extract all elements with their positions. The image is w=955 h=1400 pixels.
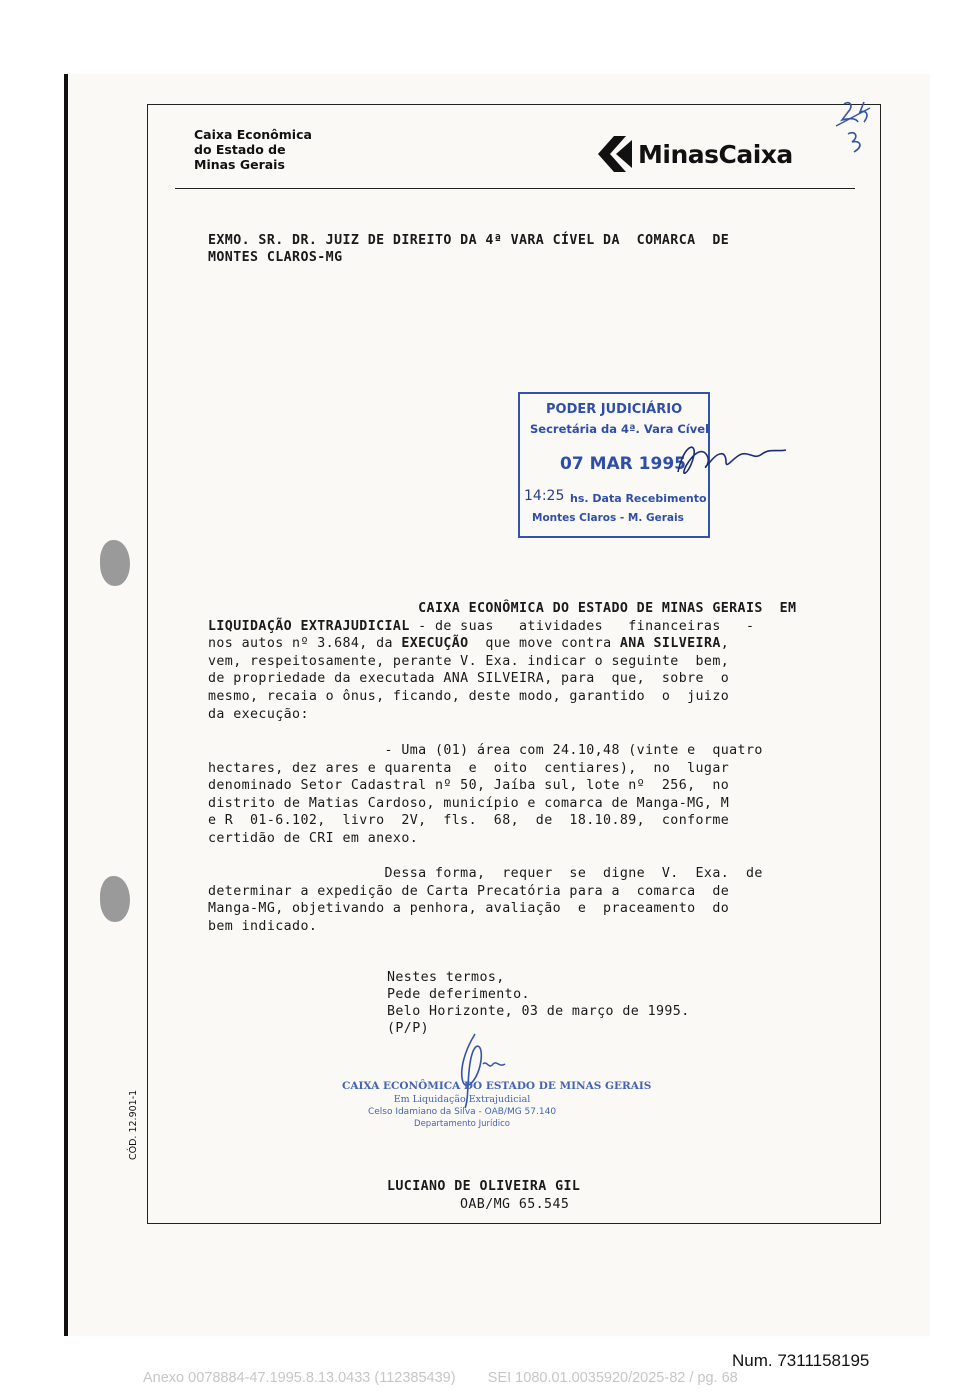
signatory-name: LUCIANO DE OLIVEIRA GIL (387, 1179, 581, 1194)
minascaixa-logo: MinasCaixa (596, 134, 836, 174)
paragraph-1-line: vem, respeitosamente, perante V. Exa. indicar o seguinte bem, (208, 653, 730, 669)
action-type: EXECUÇÃO (401, 636, 469, 652)
paragraph-1-line: da execução: (208, 706, 309, 722)
paragraph-3-line: determinar a expedição de Carta Precatória para a comarca de (208, 883, 730, 899)
paragraph-3 (208, 865, 860, 935)
stamp-date: 07 MAR 1995 (560, 454, 686, 474)
punch-hole-top (100, 540, 130, 586)
closing-pp: (P/P) (387, 1021, 430, 1036)
legal-department-seal (342, 1080, 652, 1150)
closing-date: Belo Horizonte, 03 de março de 1995. (387, 1004, 690, 1019)
footer-reference: Anexo 0078884-47.1995.8.13.0433 (112385439) SEI 1080.01.0035920/2025-82 / pg. 68 (143, 1370, 738, 1386)
paragraph-1-line: mesmo, recaia o ônus, ficando, deste modo, garantido o juizo (208, 688, 730, 704)
paragraph-2-line: certidão de CRI em anexo. (208, 830, 419, 846)
stamp-hour: 14:25 (524, 488, 565, 504)
paragraph-2-line: distrito de Matias Cardoso, município e comarca de Manga-MG, M (208, 795, 730, 811)
logo-mark-icon (596, 134, 640, 174)
seal-line-2: Em Liquidação Extrajudicial (393, 1094, 531, 1105)
paragraph-2-line: hectares, dez ares e quarenta e oito centiares), no lugar (208, 760, 730, 776)
address-line-1: EXMO. SR. DR. JUIZ DE DIREITO DA 4ª VARA CÍVEL DA COMARCA DE (208, 233, 730, 248)
stamp-line-5: Montes Claros - M. Gerais (532, 512, 684, 524)
document-number: Num. 7311158195 (732, 1351, 870, 1370)
punch-hole-bottom (100, 876, 130, 922)
seal-line-1: CAIXA ECONÔMICA DO ESTADO DE MINAS GERAIS (342, 1080, 652, 1092)
corner-handwritten-note-icon (830, 96, 890, 166)
paragraph-3-line: Dessa forma, requer se digne V. Exa. de (208, 866, 763, 881)
stamp-signature-icon (670, 432, 800, 492)
paragraph-1: CAIXA ECONÔMICA DO ESTADO DE MINAS GERAIS EM LIQUIDAÇÃO EXTRAJUDICIAL - de suas atividades financeiras - nos autos nº 3.684, da EXECUÇÃO que move contra ANA SILVEIRA, vem, respeitosamente, perante V. Exa. indicar o seguinte bem, de propriedade da executada ANA SILVEIRA, para que, sobre o mesmo, recaia o ônus, ficando, deste modo, garantido o juizo da execução: (208, 600, 860, 723)
paragraph-1-line: de propriedade da executada ANA SILVEIRA, para que, sobre o (208, 671, 730, 687)
closing-line-2: Pede deferimento. (387, 987, 530, 1002)
plaintiff-status: LIQUIDAÇÃO EXTRAJUDICIAL (208, 618, 410, 634)
stamp-line-1: PODER JUDICIÁRIO (546, 402, 683, 417)
plaintiff-name: CAIXA ECONÔMICA DO ESTADO DE MINAS GERAIS EM (418, 601, 797, 616)
form-code: CÓD. 12.901-1 (128, 1089, 139, 1160)
address-line-2: MONTES CLAROS-MG (208, 250, 343, 265)
signatory-oab: OAB/MG 65.545 (460, 1197, 570, 1212)
defendant-name: ANA SILVEIRA (619, 636, 721, 652)
stamp-line-4: hs. Data Recebimento (570, 492, 707, 505)
paragraph-3-line: bem indicado. (208, 918, 318, 934)
paragraph-2 (208, 742, 860, 848)
paragraph-3-line: Manga-MG, objetivando a penhora, avaliação e praceamento do (208, 901, 730, 917)
stamp-line-2: Secretária da 4ª. Vara Cível (530, 422, 709, 436)
seal-line-4: Departamento Jurídico (414, 1119, 510, 1129)
paragraph-2-line: denominado Setor Cadastral nº 50, Jaíba sul, lote nº 256, no (208, 778, 730, 794)
paragraph-2-line: - Uma (01) área com 24.10,48 (vinte e quatro (208, 743, 763, 758)
seal-line-3: Celso Idamiano da Silva - OAB/MG 57.140 (367, 1107, 557, 1117)
bank-name: Caixa Econômica do Estado de Minas Gerais (194, 127, 312, 172)
header-rule (175, 188, 855, 189)
paragraph-2-line: e R 01-6.102, livro 2V, fls. 68, de 18.10.89, conforme (208, 813, 730, 829)
closing-line-1: Nestes termos, (387, 970, 505, 985)
